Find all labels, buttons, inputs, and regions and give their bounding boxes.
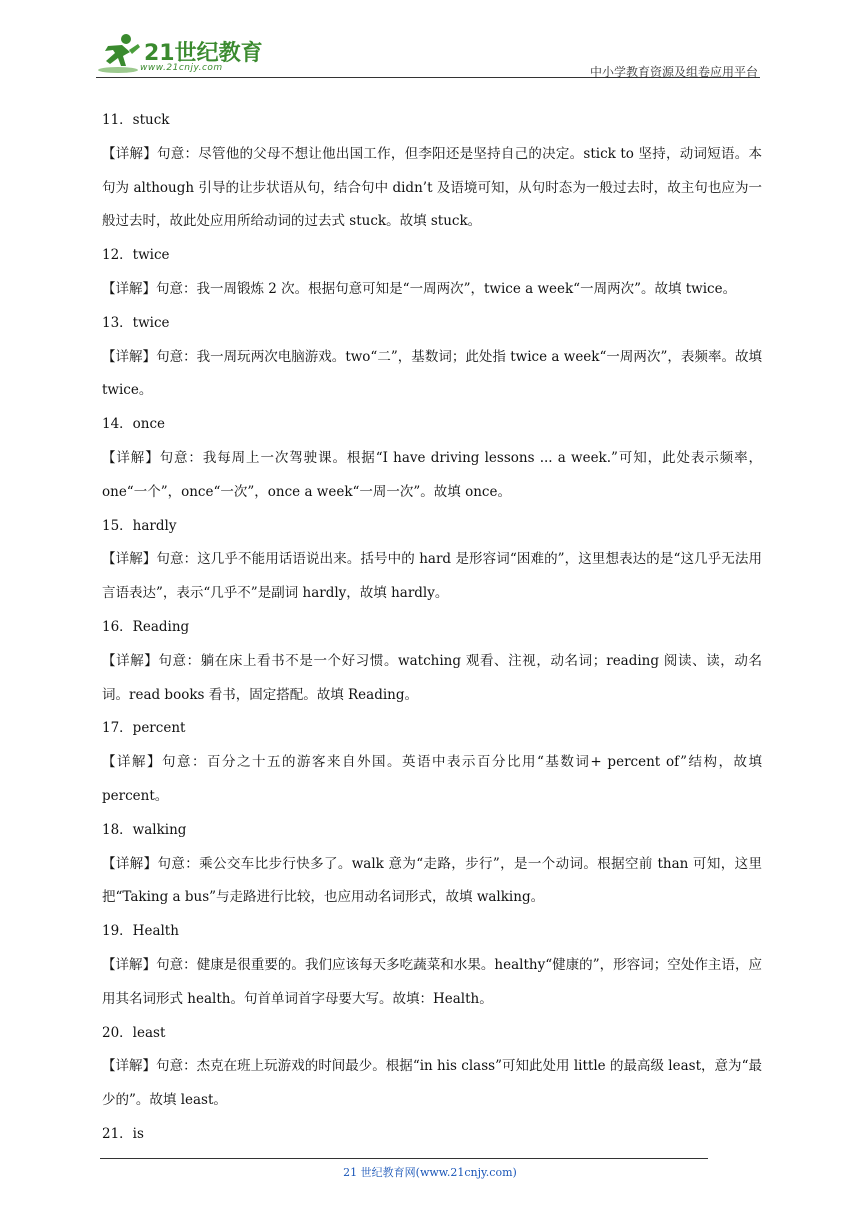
answer-number: 18．walking (102, 821, 187, 838)
answer-number: 11．stuck (102, 112, 170, 128)
site-logo (96, 30, 286, 78)
runner-logo-icon (96, 32, 144, 76)
answer-item-11 (102, 104, 762, 239)
answer-item-12 (102, 239, 762, 307)
answer-item-21 (102, 1118, 762, 1152)
answer-number: 19．Health (102, 923, 179, 940)
answer-explanation: 【详解】句意：杰克在班上玩游戏的时间最少。根据“in his class”可知此处用 little 的最高级 least，意为“最少的”。故填 least。 (102, 1058, 762, 1109)
answer-number: 20．least (102, 1024, 166, 1041)
answer-number: 17．percent (102, 720, 186, 737)
page-header (96, 30, 760, 82)
answer-item-18 (102, 814, 762, 915)
answer-explanation: 【详解】句意：我一周玩两次电脑游戏。two“二”，基数词；此处指 twice a week“一周两次”，表频率。故填 twice。 (102, 348, 762, 399)
answer-explanation: 【详解】句意：乘公交车比步行快多了。walk 意为“走路，步行”，是一个动词。根据空前 than 可知，这里把“Taking a bus”与走路进行比较，也应用动名词形式，故填 walking。 (102, 855, 762, 906)
footer-divider (100, 1158, 708, 1159)
answer-explanation: 【详解】句意：这几乎不能用话语说出来。括号中的 hard 是形容词“困难的”，这里想表达的是“这几乎无法用言语表达”，表示“几乎不”是副词 hardly，故填 hardly。 (102, 551, 762, 602)
answer-number: 16．Reading (102, 618, 190, 635)
answer-number: 13．twice (102, 314, 170, 331)
answer-item-19 (102, 915, 762, 1016)
answer-explanation: 【详解】句意：我一周锻炼 2 次。根据句意可知是“一周两次”，twice a week“一周两次”。故填 twice。 (102, 280, 737, 297)
answer-number: 14．once (102, 416, 166, 433)
answer-explanation: 【详解】句意：我每周上一次驾驶课。根据“I have driving lessons ... a week.”可知，此处表示频率，one“一个”，once“一次”，once a week“一周一次”。故填 once。 (102, 449, 762, 500)
answer-number: 15．hardly (102, 517, 177, 534)
answer-explanation: 【详解】句意：百分之十五的游客来自外国。英语中表示百分比用“基数词+ percent of”结构，故填 percent。 (102, 754, 762, 804)
answer-item-17 (102, 712, 762, 813)
answer-number: 12．twice (102, 247, 170, 264)
answer-item-13 (102, 307, 762, 408)
answer-list (102, 104, 762, 1152)
answer-item-16 (102, 611, 762, 712)
answer-item-20 (102, 1017, 762, 1118)
answer-item-14 (102, 408, 762, 509)
logo-url: www.21cnjy.com (140, 63, 223, 73)
header-divider (96, 77, 760, 78)
answer-explanation: 【详解】句意：躺在床上看书不是一个好习惯。watching 观看、注视，动名词；reading 阅读、读，动名词。read books 看书，固定搭配。故填 Reading。 (102, 652, 762, 703)
page-footer: 21 世纪教育网(www.21cnjy.com) (343, 1166, 517, 1179)
platform-name: 中小学教育资源及组卷应用平台 (589, 65, 758, 79)
answer-number: 21．is (102, 1125, 144, 1142)
logo-title: 21世纪教育 (144, 41, 263, 66)
answer-item-15 (102, 510, 762, 611)
answer-explanation: 【详解】句意：尽管他的父母不想让他出国工作，但李阳还是坚持自己的决定。stick to 坚持，动词短语。本句为 although 引导的让步状语从句，结合句中 didn’t 及语境可知，从句时态为一般过去时，故主句也应为一般过去时，故此处应用所给动词的过去式 stuck。故填 stuck。 (102, 145, 762, 230)
answer-explanation: 【详解】句意：健康是很重要的。我们应该每天多吃蔬菜和水果。healthy“健康的”，形容词；空处作主语，应用其名词形式 health。句首单词首字母要大写。故填：Health。 (102, 956, 762, 1007)
